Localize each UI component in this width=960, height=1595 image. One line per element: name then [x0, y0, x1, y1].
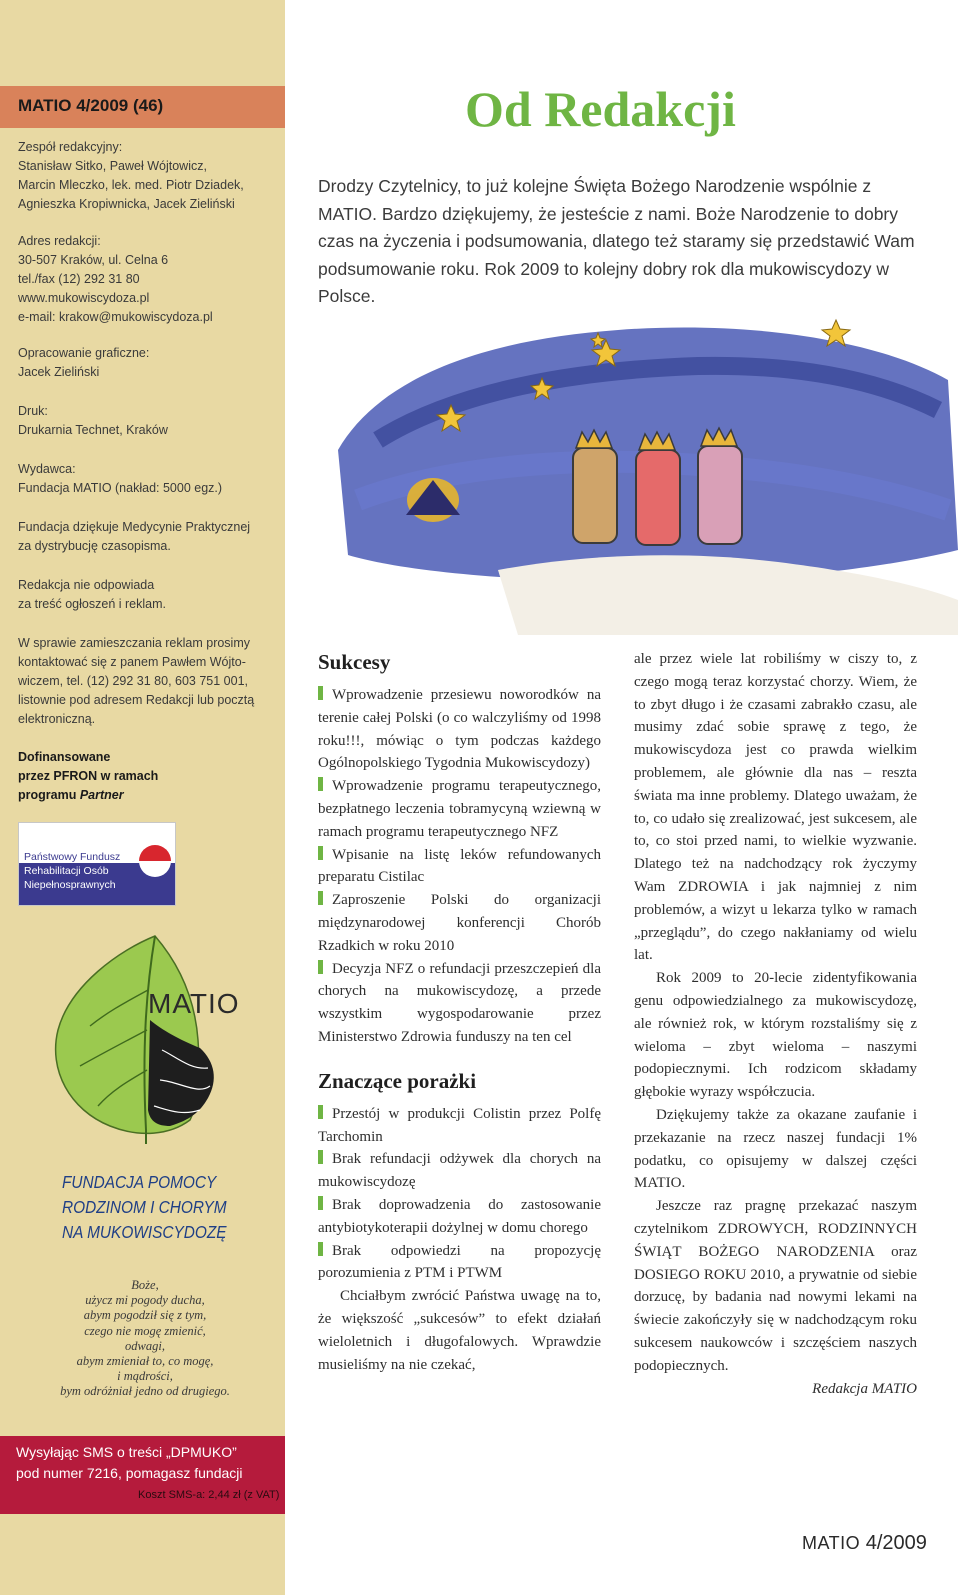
funding-note [18, 748, 278, 805]
success-text: Wprowadzenie przesiewu noworodków na terenie całej Polski (o co walczyliśmy od 1998 roku!!!, mówiąc o tym podczas każdego Ogólnopolskiego Tygodnia Mukowiscydozy) [318, 687, 601, 772]
failure-item [318, 1148, 601, 1194]
success-item [318, 889, 601, 957]
page-title: Od Redakcji [465, 81, 736, 137]
failure-item [318, 1240, 601, 1286]
ads-disclaimer [18, 576, 278, 614]
ads-line: elektroniczną. [18, 712, 96, 726]
print-credit [18, 402, 278, 440]
thanks-line: Fundacja dziękuje Medycynie Praktycznej [18, 520, 251, 534]
funding-program-name: Partner [79, 788, 124, 802]
three-kings-illustration [318, 300, 960, 635]
failure-text: Brak odpowiedzi na propozycję porozumienia z PTM i PTWM [318, 1242, 601, 1282]
graphics-credit [18, 344, 278, 382]
issue-label: MATIO 4/2009 (46) [18, 96, 164, 115]
pfron-name-line: Niepełnosprawnych [24, 879, 116, 891]
funding-line [18, 786, 278, 805]
failure-text: Brak refundacji odżywek dla chorych na mukowiscydozę [318, 1151, 601, 1191]
thanks-line: za dystrybucję czasopisma. [18, 539, 171, 553]
editorial-address [18, 232, 278, 327]
pfron-name-line: Państwowy Fundusz [24, 851, 121, 863]
section-spacer [318, 1049, 601, 1067]
failure-text: Brak doprowadzenia do zastosowanie antybiotykoterapii dożylnej w domu chorego [318, 1196, 601, 1236]
pfron-name-line: Rehabilitacji Osób [24, 865, 109, 877]
footer-issue [802, 1532, 927, 1555]
bullet-marker-icon [318, 1196, 323, 1210]
prayer-line: abym pogodził się z tym, [83, 1308, 207, 1323]
foundation-name-line: NA MUKOWISCYDOZĘ [62, 1222, 227, 1242]
address-title: Adres redakcji: [18, 234, 101, 248]
prayer-line: czego nie mogę zmienić, [84, 1323, 206, 1338]
funding-program-label: programu [18, 788, 77, 802]
footer-issue-number: 4/2009 [865, 1532, 927, 1554]
failures-heading: Znaczące porażki [318, 1068, 477, 1093]
team-line: Stanisław Sitko, Paweł Wójtowicz, [18, 159, 207, 173]
disclaimer-line: Redakcja nie odpowiada [18, 578, 155, 592]
print-name: Drukarnia Technet, Kraków [18, 423, 168, 437]
success-text: Wprowadzenie programu terapeutycznego, bezpłatnego leczenia tobramycyną wziewną w ramach programu terapeutycznego NFZ [318, 778, 601, 840]
success-item [318, 684, 601, 775]
success-text: Zaproszenie Polski do organizacji międzynarodowej konferencji Chorób Rzadkich w roku 2010 [318, 892, 601, 954]
print-title: Druk: [18, 404, 48, 418]
sms-line: Wysyłając SMS o treści „DPMUKO” [16, 1444, 237, 1460]
failure-text: Przestój w produkcji Colistin przez Polfę Tarchomin [318, 1105, 601, 1145]
ads-line: kontaktować się z panem Pawłem Wójto- [18, 655, 246, 669]
team-line: Marcin Mleczko, lek. med. Piotr Dziadek, [18, 178, 244, 192]
body-paragraph: ale przez wiele lat robiliśmy w ciszy to, z czego mogą teraz korzystać chorzy. Wiem, że to zbyt długo i że czasami zabrakło czasu, ale musimy zdać sobie sprawę z tego, że mukowiscydoza jest co prawda wielkim problemem, ale głównie dla nas – reszta świata ma inne problemy. Dlatego uważam, że to, co udało się zrealizować, jest sukcesem, ale to, co stoi przed nami, to wielkie wyzwanie. Dlatego też na nadchodzący rok życzymy Wam ZDROWIA i jak najmniej z nim problemów, a wizyt u lekarza tylko w ramach „przeglądu”, do czego nakłaniamy od wielu lat. [634, 651, 917, 964]
bullet-marker-icon [318, 891, 323, 905]
prayer-line: bym odróżniał jedno od drugiego. [60, 1384, 230, 1399]
prayer-line: i mądrości, [117, 1369, 173, 1384]
editorial-team [18, 138, 278, 214]
serenity-prayer [20, 1278, 270, 1400]
team-line: Agnieszka Kropiwnicka, Jacek Zieliński [18, 197, 235, 211]
successes-heading: Sukcesy [318, 650, 391, 674]
prayer-line: odwagi, [125, 1338, 165, 1353]
ads-contact [18, 634, 278, 729]
graphics-name: Jacek Zieliński [18, 365, 100, 379]
publisher-credit [18, 460, 278, 498]
signature: Redakcja MATIO [812, 1380, 917, 1397]
success-text: Decyzja NFZ o refundacji przeszczepień dla chorych na mukowiscydozę, a przede wszystkim wygospodarowanie przez Ministerstwo Zdrowia funduszy na ten cel [318, 960, 601, 1045]
bullet-marker-icon [318, 1150, 323, 1164]
publisher-title: Wydawca: [18, 462, 76, 476]
foundation-name [62, 1170, 251, 1245]
funding-line: Dofinansowane [18, 750, 111, 764]
distribution-thanks [18, 518, 278, 556]
intro-paragraph: Drodzy Czytelnicy, to już kolejne Święta Bożego Narodzenie wspólnie z MATIO. Bardzo dziękujemy, że jesteście z nami. Boże Narodzenie to dobry czas na życzenia i podsumowania, dlatego też staramy się przedstawić Wam podsumowanie roku. Rok 2009 to kolejny dobry rok dla mukowiscydozy w Polsce. [318, 176, 915, 307]
publisher-name: Fundacja MATIO (nakład: 5000 egz.) [18, 481, 223, 495]
sms-cost-note: Koszt SMS-a: 2,44 zł (z VAT) [138, 1489, 280, 1501]
article-column-right [634, 648, 917, 1400]
team-title: Zespół redakcyjny: [18, 140, 123, 154]
ads-line: listownie pod adresem Redakcji lub pocztą [18, 693, 255, 707]
graphics-title: Opracowanie graficzne: [18, 346, 150, 360]
prayer-line: abym zmieniał to, co mogę, [76, 1354, 214, 1369]
body-paragraph: Rok 2009 to 20-lecie zidentyfikowania genu odpowiedzialnego za mukowiscydozę, ale również rok, w którym rozstaliśmy się z wieloma – zbyt wieloma – naszymi podopiecznymi. Ich rodzicom składamy głębokie wyrazy współczucia. [634, 970, 917, 1101]
pfron-emblem-icon [137, 843, 173, 879]
foundation-name-line: RODZINOM I CHORYM [62, 1197, 227, 1217]
sms-line: pod numer 7216, pomagasz fundacji [16, 1465, 243, 1481]
matio-logo-word: MATIO [148, 988, 240, 1019]
address-email-link[interactable]: e-mail: krakow@mukowiscydoza.pl [18, 310, 213, 324]
sms-donation-box [0, 1436, 285, 1514]
success-item [318, 844, 601, 890]
success-item [318, 958, 601, 1049]
bullet-marker-icon [318, 686, 323, 700]
pfron-logo [18, 822, 176, 906]
closing-paragraph: Chciałbym zwrócić Państwa uwagę na to, że większość „sukcesów” to efekt działań wieloletnich i długofalowych. Wprawdzie musieliśmy na nie czekać, [318, 1288, 601, 1373]
bullet-marker-icon [318, 846, 323, 860]
prayer-line: Boże, [131, 1278, 159, 1292]
article-column-left [318, 648, 601, 1376]
success-item [318, 775, 601, 843]
bullet-marker-icon [318, 1242, 323, 1256]
body-paragraph: Jeszcze raz pragnę przekazać naszym czytelnikom ZDROWYCH, RODZINNYCH ŚWIĄT BOŻEGO NARODZENIA oraz DOSIEGO ROKU 2010, a prywatnie od siebie dorzucę, by badania nad nowymi lekami na świecie zakończyły się w nadchodzącym roku sukcesem naukowców i szczęściem naszych podopiecznych. [634, 1198, 917, 1374]
success-text: Wpisanie na listę leków refundowanych preparatu Cistilac [318, 846, 601, 886]
footer-magazine-name: MATIO [802, 1533, 861, 1553]
address-phone: tel./fax (12) 292 31 80 [18, 272, 140, 286]
issue-bar [0, 86, 285, 128]
funding-line: przez PFRON w ramach [18, 769, 159, 783]
bullet-marker-icon [318, 777, 323, 791]
foundation-name-line: FUNDACJA POMOCY [62, 1172, 217, 1192]
bullet-marker-icon [318, 1105, 323, 1119]
matio-leaf-logo-icon [50, 930, 250, 1145]
failure-item [318, 1194, 601, 1240]
address-web-link[interactable]: www.mukowiscydoza.pl [18, 291, 150, 305]
ads-line: wiczem, tel. (12) 292 31 80, 603 751 001, [18, 674, 249, 688]
body-paragraph: Dziękujemy także za okazane zaufanie i przekazanie na rzecz naszej fundacji 1% podatku, co opisujemy w dalszej części MATIO. [634, 1106, 917, 1192]
prayer-line: użycz mi pogody ducha, [85, 1293, 205, 1308]
address-street: 30-507 Kraków, ul. Celna 6 [18, 253, 169, 267]
disclaimer-line: za treść ogłoszeń i reklam. [18, 597, 166, 611]
bullet-marker-icon [318, 960, 323, 974]
ads-line: W sprawie zamieszczania reklam prosimy [18, 636, 251, 650]
failure-item [318, 1103, 601, 1149]
